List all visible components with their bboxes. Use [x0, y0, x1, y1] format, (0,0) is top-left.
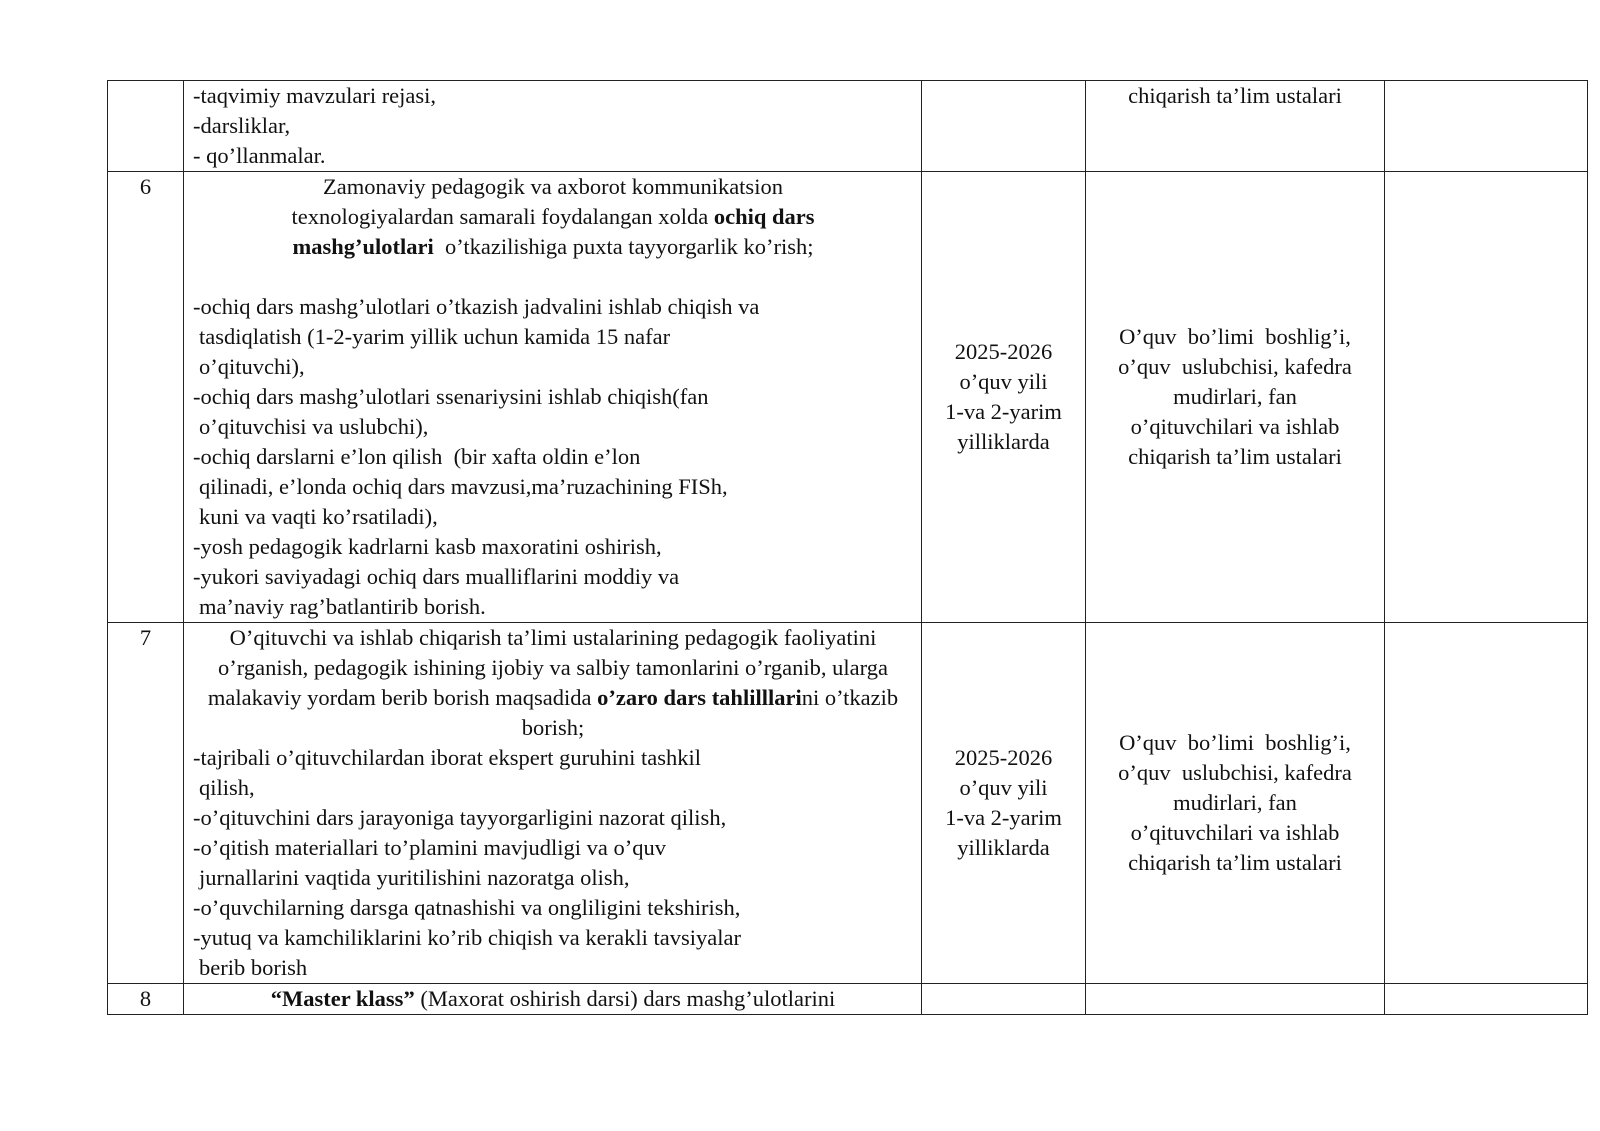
responsible-cell [1086, 984, 1385, 1015]
date-line: 2025-2026 [954, 339, 1053, 364]
task-line: qilish, [199, 775, 255, 800]
table-row [108, 984, 1588, 1015]
task-intro [193, 623, 913, 743]
date-line: yilliklarda [957, 835, 1050, 860]
task-line: ma’naviy rag’batlantirib borish. [199, 594, 486, 619]
date-line: yilliklarda [957, 429, 1050, 454]
responsible-cell: chiqarish ta’lim ustalari [1086, 81, 1385, 172]
responsible-line: mudirlari, fan [1173, 384, 1297, 409]
note-cell [1385, 623, 1588, 984]
task-line: -yukori saviyadagi ochiq dars mualliflarini moddiy va [193, 564, 680, 589]
task-line: berib borish [199, 955, 308, 980]
task-line: qilinadi, e’londa ochiq dars mavzusi,ma’ruzachining FISh, [199, 474, 728, 499]
task-line: -darsliklar, [193, 113, 291, 138]
task-line: -ochiq darslarni e’lon qilish (bir xafta oldin e’lon [193, 444, 641, 469]
spacer [193, 262, 913, 292]
responsible-line: o’quv uslubchisi, kafedra [1118, 760, 1352, 785]
task-line: - qo’llanmalar. [193, 143, 326, 168]
date-cell [922, 172, 1086, 623]
task-intro-highlight: o’zaro dars tahlilllari [597, 685, 802, 710]
table-row [108, 172, 1588, 623]
date-cell [922, 984, 1086, 1015]
responsible-line: O’quv bo’limi boshlig’i, [1119, 730, 1351, 755]
date-line: o’quv yili [959, 369, 1048, 394]
task-intro-highlight: “Master klass” [270, 986, 415, 1011]
date-line: 2025-2026 [954, 745, 1053, 770]
date-line: 1-va 2-yarim [945, 399, 1062, 424]
task-line: -o’qitish materiallari to’plamini mavjudligi va o’quv [193, 835, 667, 860]
work-plan-table [107, 80, 1588, 1015]
date-cell [922, 623, 1086, 984]
task-intro-text: Zamonaviy pedagogik va axborot kommunikatsion texnologiyalardan samarali foydalangan xolda [291, 174, 783, 229]
task-intro-text: o’tkazilishiga puxta tayyorgarlik ko’rish; [433, 234, 814, 259]
responsible-line: o’qituvchilari va ishlab [1130, 414, 1340, 439]
task-intro [193, 984, 913, 1014]
task-line: -yutuq va kamchiliklarini ko’rib chiqish va kerakli tavsiyalar [193, 925, 741, 950]
responsible-cell [1086, 623, 1385, 984]
task-line: -ochiq dars mashg’ulotlari ssenariysini ishlab chiqish(fan [193, 384, 709, 409]
task-intro-text: (Maxorat oshirish darsi) dars mashg’ulotlarini [414, 986, 836, 1011]
task-line: o’qituvchi), [199, 354, 305, 379]
responsible-line: o’qituvchilari va ishlab [1130, 820, 1340, 845]
task-line: tasdiqlatish (1-2-yarim yillik uchun kamida 15 nafar [199, 324, 671, 349]
task-cell [184, 81, 922, 172]
task-line: o’qituvchisi va uslubchi), [199, 414, 429, 439]
row-number-cell: 6 [108, 172, 184, 623]
row-number-cell: 7 [108, 623, 184, 984]
task-cell [184, 172, 922, 623]
task-intro-text: ni o’tkazib borish; [521, 685, 899, 740]
date-line: o’quv yili [959, 775, 1048, 800]
task-intro-text: O’qituvchi va ishlab chiqarish ta’limi ustalarining pedagogik faoliyatini o’rganish, pedagogik ishining ijobiy va salbiy tamonlarini o’rganib, ularga malakaviy yordam berib borish maqsadida [207, 625, 888, 710]
task-cell [184, 984, 922, 1015]
responsible-line: mudirlari, fan [1173, 790, 1297, 815]
responsible-line: O’quv bo’limi boshlig’i, [1119, 324, 1351, 349]
date-cell [922, 81, 1086, 172]
task-line: -taqvimiy mavzulari rejasi, [193, 83, 437, 108]
responsible-cell [1086, 172, 1385, 623]
task-intro [193, 172, 913, 262]
task-line: -tajribali o’qituvchilardan iborat ekspert guruhini tashkil [193, 745, 701, 770]
task-line: -yosh pedagogik kadrlarni kasb maxoratini oshirish, [193, 534, 662, 559]
task-line: -o’quvchilarning darsga qatnashishi va ongliligini tekshirish, [193, 895, 741, 920]
responsible-line: o’quv uslubchisi, kafedra [1118, 354, 1352, 379]
row-number-cell: 8 [108, 984, 184, 1015]
task-line: jurnallarini vaqtida yuritilishini nazoratga olish, [199, 865, 630, 890]
note-cell [1385, 984, 1588, 1015]
responsible-line: chiqarish ta’lim ustalari [1128, 444, 1342, 469]
table-row [108, 81, 1588, 172]
task-line: kuni va vaqti ko’rsatiladi), [199, 504, 438, 529]
task-line: -ochiq dars mashg’ulotlari o’tkazish jadvalini ishlab chiqish va [193, 294, 760, 319]
task-cell [184, 623, 922, 984]
responsible-line: chiqarish ta’lim ustalari [1128, 850, 1342, 875]
row-number-cell [108, 81, 184, 172]
task-intro-highlight: ochiq dars mashg’ulotlari [292, 204, 815, 259]
task-line: -o’qituvchini dars jarayoniga tayyorgarligini nazorat qilish, [193, 805, 727, 830]
note-cell [1385, 81, 1588, 172]
note-cell [1385, 172, 1588, 623]
table-row [108, 623, 1588, 984]
date-line: 1-va 2-yarim [945, 805, 1062, 830]
